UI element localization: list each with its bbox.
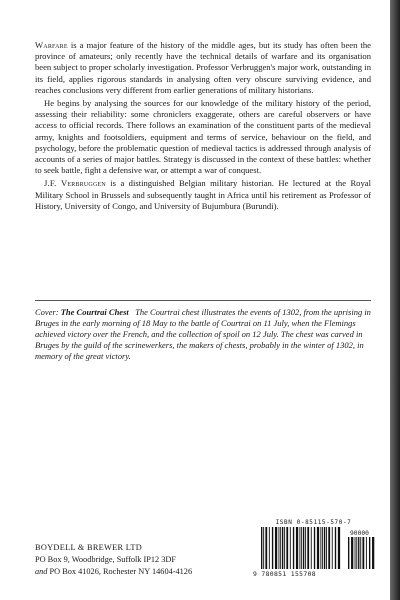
barcode-bar xyxy=(299,527,300,569)
price-code: 90000 xyxy=(350,530,369,537)
cover-caption-label: Cover: xyxy=(35,307,61,317)
spine-edge xyxy=(390,0,400,600)
author-bio xyxy=(35,178,371,212)
ean-digits: 9 780851 155708 xyxy=(253,570,316,578)
barcode-bar xyxy=(286,527,288,569)
barcode-bar xyxy=(322,527,323,569)
barcode-bar xyxy=(320,527,321,569)
barcode-bar xyxy=(372,537,374,569)
blurb-paragraph-1 xyxy=(35,40,371,96)
barcode-bar xyxy=(290,527,291,569)
barcode-bar xyxy=(355,537,356,569)
barcode-bar xyxy=(338,527,340,569)
barcode-bar xyxy=(311,527,312,569)
cover-caption-title: The Courtrai Chest xyxy=(60,307,129,317)
publisher-address-2 xyxy=(35,566,265,578)
barcode-bar xyxy=(263,527,264,569)
barcode-bar xyxy=(282,527,283,569)
barcode-bar xyxy=(348,537,349,569)
publisher-and: and xyxy=(35,567,48,576)
barcode-bar xyxy=(360,537,361,569)
cover-caption-text: The Courtrai chest illustrates the events of 1302, from the uprising in Bruges in the early morning of 18 May to the battle of Courtrai on 11 July, when the Flemings achieved victory over the French, and the collection of spoil on 12 July. The chest was carved in Bruges by the guild of the scrinewerkers, the makers of chests, probably in the winter of 1302, in memory of the great victory. xyxy=(35,307,374,361)
barcode-bar xyxy=(307,527,309,569)
barcode-bar xyxy=(332,527,333,569)
author-bio-text: is a distinguished Belgian military historian. He lectured at the Royal Military School in Brussels and subsequently taught in Africa until his retirement as Professor of History, University of Congo, and University of Bujumbura (Burundi). xyxy=(35,178,371,211)
publisher-name: BOYDELL & BREWER LTD xyxy=(35,543,143,552)
barcode-bar xyxy=(362,537,364,569)
barcode-bar xyxy=(369,537,370,569)
publisher-imprint xyxy=(35,542,265,578)
barcode-bar xyxy=(269,527,270,569)
barcode-bar xyxy=(328,527,330,569)
barcode-bar xyxy=(261,527,262,569)
isbn-barcode xyxy=(253,519,374,584)
blurb-lead-word: Warfare xyxy=(35,40,68,50)
author-name: J.F. Verbruggen xyxy=(44,178,106,189)
publisher-address-2-text: PO Box 41026, Rochester NY 14604-4126 xyxy=(47,567,193,576)
cover-caption xyxy=(35,307,374,362)
barcode-bar xyxy=(351,537,353,569)
barcode-bar xyxy=(305,527,306,569)
barcode-bar xyxy=(324,527,325,569)
divider-rule xyxy=(35,300,371,301)
barcode-bar xyxy=(265,527,267,569)
publisher-address-1: PO Box 9, Woodbridge, Suffolk IP12 3DF xyxy=(35,555,177,564)
barcode-bar xyxy=(366,537,367,569)
isbn-text: ISBN 0-85115-570-7 xyxy=(275,519,352,526)
barcode-bar xyxy=(358,537,359,569)
barcode-bar xyxy=(284,527,285,569)
barcode-bar xyxy=(296,527,298,569)
barcode-bar xyxy=(356,537,357,569)
barcode-bar xyxy=(335,527,336,569)
barcode-bar xyxy=(317,527,319,569)
barcode-bar xyxy=(280,527,281,569)
barcode-bar xyxy=(293,527,294,569)
blurb-paragraph-2: He begins by analysing the sources for our knowledge of the military history of the period, assessing their reliability: some chroniclers exaggerate, others are careful observers or have access to official records. There follows an examination of the constituent parts of the medieval army, knights and footsoldiers, equipment and terms of service, behaviour on the field, and psychology, before the problematic question of medieval tactics is addressed through analysis of accounts of a series of major battles. Strategy is discussed in the context of these battles: whether to seek battle, fight a defensive war, or attempt a war of conquest. xyxy=(35,98,371,176)
barcode-bar xyxy=(303,527,304,569)
barcode-bar xyxy=(278,527,279,569)
blurb-paragraph-1-text: is a major feature of the history of the middle ages, but its study has often been the province of amateurs; only recently have the technical details of warfare and its organisation been subject to proper scholarly investigation. Professor Verbruggen's major work, outstanding in its field, applies rigorous standards in analysing often very obscure surviving evidence, and reaches conclusions very different from earlier generations of military historians. xyxy=(35,40,371,95)
barcode-bar xyxy=(275,527,277,569)
blurb xyxy=(35,40,371,214)
barcode-bar xyxy=(326,527,327,569)
barcode-bar xyxy=(272,527,273,569)
barcode-bar xyxy=(301,527,302,569)
barcode-bar xyxy=(314,527,315,569)
